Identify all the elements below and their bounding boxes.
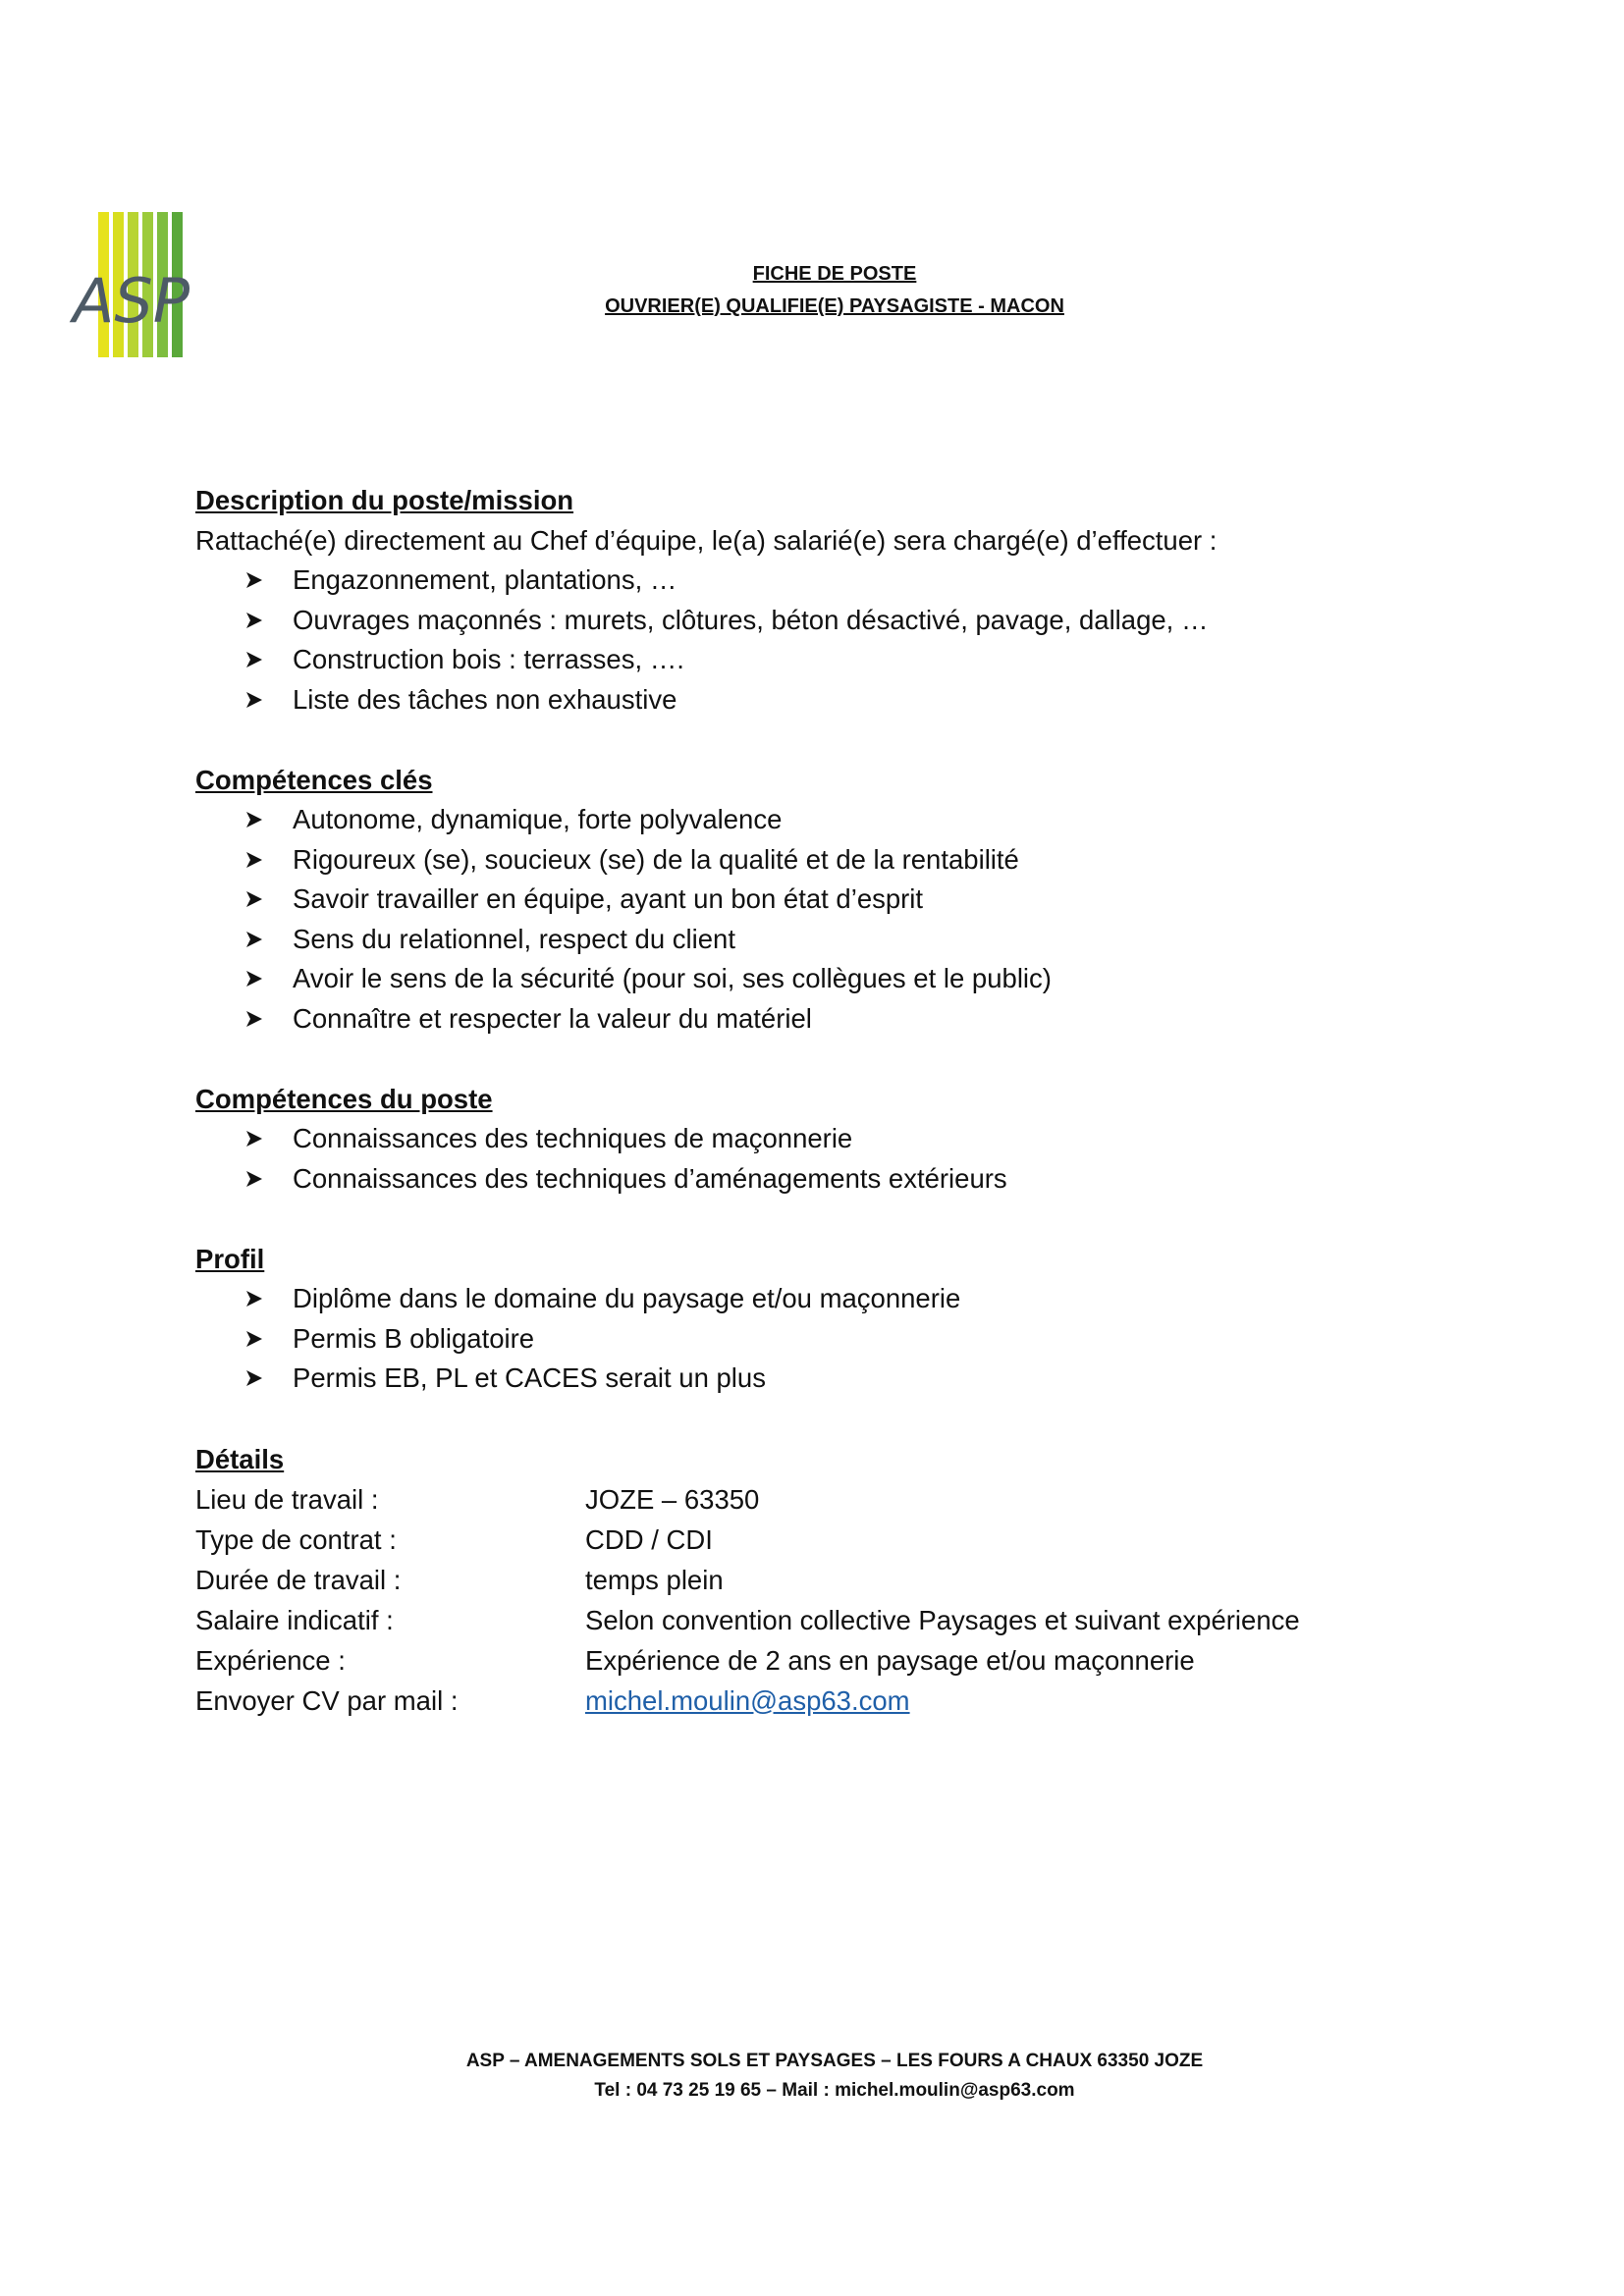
list-item — [195, 1319, 1472, 1360]
list-item — [195, 920, 1472, 960]
section-title-profil: Profil — [195, 1244, 265, 1274]
arrow-bullet-icon — [244, 1329, 264, 1349]
footer-line-2: Tel : 04 73 25 19 65 – Mail : michel.moulin@asp63.com — [594, 2080, 1075, 2101]
details-label: Expérience : — [195, 1644, 346, 1676]
arrow-bullet-icon — [244, 570, 264, 590]
details-row-experience — [195, 1640, 1472, 1681]
arrow-bullet-icon — [244, 850, 264, 870]
list-item — [195, 680, 1472, 721]
section-gap — [195, 1199, 1472, 1239]
arrow-bullet-icon — [244, 930, 264, 949]
list-item — [195, 561, 1472, 601]
section-gap — [195, 1399, 1472, 1439]
details-value: temps plein — [585, 1564, 724, 1595]
document-header — [0, 258, 1624, 323]
arrow-bullet-icon — [244, 611, 264, 630]
list-item — [195, 640, 1472, 680]
details-row-contrat — [195, 1520, 1472, 1560]
section-title-description: Description du poste/mission — [195, 485, 574, 515]
competences-poste-list — [195, 1119, 1472, 1199]
list-item-text: Ouvrages maçonnés : murets, clôtures, béton désactivé, pavage, dallage, … — [293, 604, 1209, 635]
footer-line-1: ASP – AMENAGEMENTS SOLS ET PAYSAGES – LES FOURS A CHAUX 63350 JOZE — [465, 2051, 1204, 2071]
email-link[interactable]: michel.moulin@asp63.com — [585, 1684, 910, 1716]
list-item — [195, 959, 1472, 999]
list-item-text: Avoir le sens de la sécurité (pour soi, ses collègues et le public) — [293, 963, 1052, 993]
details-label: Lieu de travail : — [195, 1483, 379, 1515]
details-value: Selon convention collective Paysages et suivant expérience — [585, 1604, 1300, 1635]
list-item-text: Connaissances des techniques d’aménagements extérieurs — [293, 1162, 1007, 1194]
profil-list — [195, 1279, 1472, 1399]
description-list — [195, 561, 1472, 720]
arrow-bullet-icon — [244, 1289, 264, 1308]
details-row-salaire — [195, 1600, 1472, 1640]
details-label: Type de contrat : — [195, 1523, 397, 1555]
arrow-bullet-icon — [244, 690, 264, 710]
arrow-bullet-icon — [244, 650, 264, 669]
list-item — [195, 840, 1472, 881]
competences-cles-list — [195, 800, 1472, 1039]
arrow-bullet-icon — [244, 810, 264, 829]
details-row-email — [195, 1681, 1472, 1721]
list-item-text: Construction bois : terrasses, …. — [293, 644, 684, 674]
arrow-bullet-icon — [244, 889, 264, 909]
details-row-lieu — [195, 1479, 1472, 1520]
list-item-text: Engazonnement, plantations, … — [293, 564, 677, 595]
list-item-text: Savoir travailler en équipe, ayant un bon état d’esprit — [293, 883, 924, 914]
details-value: CDD / CDI — [585, 1523, 713, 1555]
logo-text: ASP — [73, 265, 190, 337]
details-value: JOZE – 63350 — [585, 1483, 760, 1515]
list-item — [195, 1159, 1472, 1200]
section-title-details: Détails — [195, 1443, 285, 1474]
list-item-text: Permis B obligatoire — [293, 1322, 535, 1354]
arrow-bullet-icon — [244, 1129, 264, 1148]
details-label: Salaire indicatif : — [195, 1604, 394, 1635]
list-item — [195, 601, 1472, 641]
details-label: Envoyer CV par mail : — [195, 1684, 459, 1716]
list-item-text: Liste des tâches non exhaustive — [293, 683, 677, 715]
header-line-2: OUVRIER(E) QUALIFIE(E) PAYSAGISTE - MACON — [605, 295, 1064, 317]
list-item — [195, 880, 1472, 920]
list-item-text: Connaissances des techniques de maçonnerie — [293, 1123, 853, 1153]
document-footer — [0, 2047, 1624, 2106]
list-item-text: Diplôme dans le domaine du paysage et/ou maçonnerie — [293, 1283, 961, 1313]
list-item-text: Connaître et respecter la valeur du matériel — [293, 1002, 812, 1034]
arrow-bullet-icon — [244, 969, 264, 988]
details-label: Durée de travail : — [195, 1564, 402, 1595]
list-item — [195, 999, 1472, 1040]
list-item — [195, 1359, 1472, 1399]
list-item-text: Sens du relationnel, respect du client — [293, 923, 735, 954]
description-intro: Rattaché(e) directement au Chef d’équipe, le(a) salarié(e) sera chargé(e) d’effectuer : — [195, 525, 1218, 556]
section-title-competences-cles: Compétences clés — [195, 765, 433, 795]
header-line-1: FICHE DE POSTE — [752, 263, 917, 285]
list-item-text: Autonome, dynamique, forte polyvalence — [293, 804, 783, 834]
details-value-email — [585, 1681, 910, 1721]
details-row-duree — [195, 1560, 1472, 1600]
list-item — [195, 1119, 1472, 1159]
arrow-bullet-icon — [244, 1169, 264, 1189]
list-item-text: Permis EB, PL et CACES serait un plus — [293, 1362, 766, 1393]
section-gap — [195, 720, 1472, 760]
section-gap — [195, 1039, 1472, 1079]
list-item — [195, 800, 1472, 840]
section-title-competences-poste: Compétences du poste — [195, 1084, 493, 1114]
list-item-text: Rigoureux (se), soucieux (se) de la qualité et de la rentabilité — [293, 843, 1019, 875]
arrow-bullet-icon — [244, 1009, 264, 1029]
list-item — [195, 1279, 1472, 1319]
arrow-bullet-icon — [244, 1368, 264, 1388]
details-value: Expérience de 2 ans en paysage et/ou maçonnerie — [585, 1644, 1195, 1676]
document-body — [195, 480, 1472, 1721]
